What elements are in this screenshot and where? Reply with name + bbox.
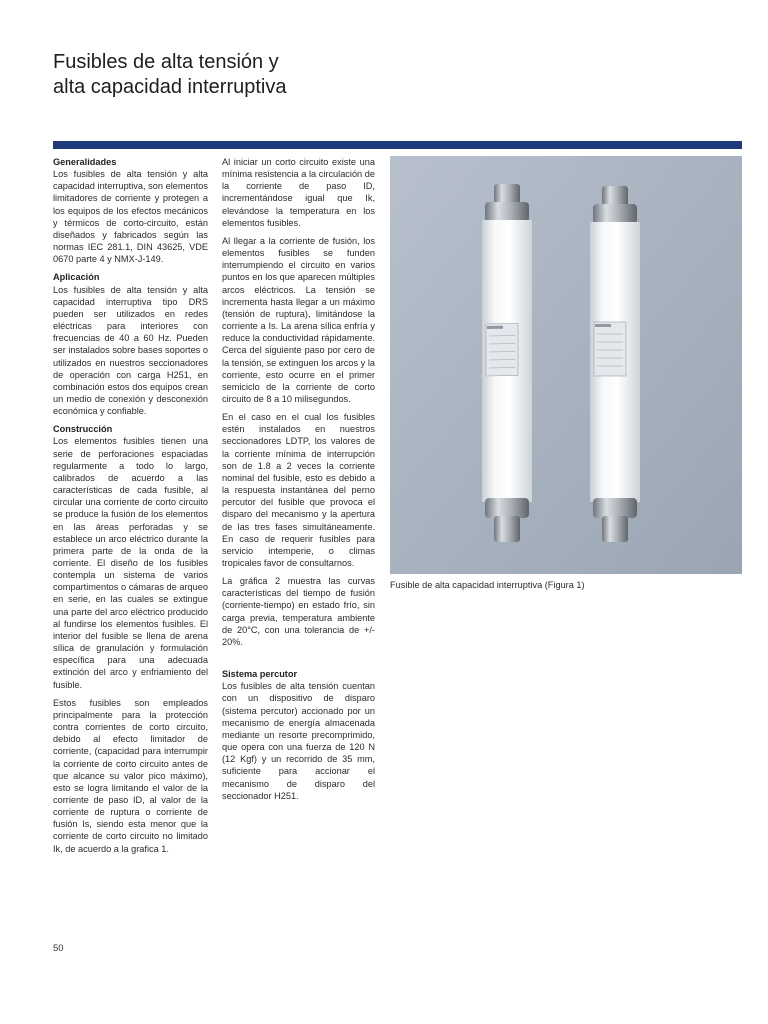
paragraph-generalidades: Los fusibles de alta tensión y alta capacidad interruptiva, son elementos limitadores de corriente y protegen a los equipos de los efectos mecánicos y térmicos de corto-circuito, están diseñados y fabricados según las normas IEC 281.1, DIN 43625, VDE 0670 parte 4 y NMX-J-149. — [53, 169, 208, 265]
fuse-left — [482, 184, 532, 542]
paragraph-seccionadores-ldtp: En el caso en el cual los fusibles estén instalados en nuestros seccionadores LDTP, los valores de la corriente mínima de interrupción son de 1.8 a 2 veces la corriente nominal del fusible, esto es debido a la respuesta instantánea del perno percutor del fusible que provoca el disparo del mecanismo y la apertura de las tres fases simultáneamente. En caso de requerir fusibles para servicio intemperie, o climas tropicales favor de consultarnos. — [222, 412, 375, 568]
figure-caption: Fusible de alta capacidad interruptiva (Figura 1) — [390, 580, 585, 590]
section-sistema-percutor — [222, 668, 375, 802]
page-title-line-2: alta capacidad interruptiva — [53, 76, 287, 98]
paragraph-inicio-corto-circuito: Al iniciar un corto circuito existe una mínima resistencia a la circulación de la corriente de paso ID, incrementándose igual que Ik, elevándose la temperatura en los elementos fusibles. — [222, 157, 375, 228]
fuse-right — [590, 186, 640, 542]
heading-generalidades: Generalidades — [53, 157, 117, 167]
heading-aplicacion: Aplicación — [53, 272, 100, 283]
paragraph-corriente-fusion: Al llegar a la corriente de fusión, los elementos fusibles se funden interrumpiendo el circuito en varios puntos en los que aparecen múltiples arcos eléctricos. La tensión se incrementa hasta llegar a un máximo (tensión de ruptura), limitándose la corriente a Is. La arena sílica enfría y reduce la conductividad rápidamente. Cerca del siguiente paso por cero de la tensión, se extinguen los arcos y la corriente, esto ocurre en el primer semiciclo de la corriente de corto circuito de 8 a 10 milisegundos. — [222, 235, 375, 404]
page-number: 50 — [53, 943, 64, 954]
page-title-line-1: Fusibles de alta tensión y — [53, 51, 279, 73]
paragraph-estos-fusibles: Estos fusibles son empleados principalmente para la protección contra corrientes de corto circuito, debido al efecto limitador de corriente, (capacidad para interrumpir la corriente de corto circuito antes de que alcance su valor pico máximo), esto se logra limitando el valor de la corriente de paso ID, al valor de la corriente de ruptura o corriente de fusión Is, siendo esta menor que la corriente de corto circuito no limitado Ik, de acuerdo a la grafica 1. — [53, 697, 208, 854]
page-title — [53, 50, 573, 100]
fuse-photo — [390, 156, 742, 574]
text-column-left — [53, 156, 208, 861]
fuse-illustration — [390, 156, 742, 574]
section-construccion — [53, 423, 208, 690]
heading-construccion: Construcción — [53, 424, 113, 435]
paragraph-aplicacion: Los fusibles de alta tensión y alta capacidad interruptiva tipo DRS pueden ser utilizados en redes eléctricas para interiores con frecuencias de 40 a 60 Hz. Pueden ser instalados sobre bases soportes o utilizados en nuestros seccionadores de operación con carga H251, en combinación estos dos equipos crean un medio de conexión y desconexión económica y confiable. — [53, 284, 208, 417]
paragraph-sistema-percutor: Los fusibles de alta tensión cuentan con un dispositivo de disparo (sistema percutor) accionado por un mecanismo de energía almacenada mediante un resorte precomprimido, que opera con una fuerza de 120 N (12 Kgf) y un recorrido de 35 mm, suficiente para accionar el mecanismo de disparo del seccionador H251. — [222, 681, 375, 801]
heading-sistema-percutor: Sistema percutor — [222, 669, 298, 680]
text-column-middle — [222, 156, 375, 808]
section-divider-bar — [53, 141, 742, 149]
paragraph-construccion: Los elementos fusibles tienen una serie de perforaciones espaciadas regularmente a todo lo largo, calibrados de acuerdo a las características de cada fusible, al circular una corriente de corto circuito se produce la fusión de los elementos en las áreas perforadas y se establece un arco eléctrico durante la primera parte de la onda de la corriente. El diseño de los fusibles contempla un sistema de varios compartimentos o cámaras de arqueo en serie, en las cuales se extingue una parte del arco eléctrico producido al fundirse los elementos fusibles. El interior del fusible se llena de arena sílica de granulación y formulación específica para una adecuada extinción del arco y enfriamiento del fusible. — [53, 436, 208, 690]
paragraph-grafica-2: La gráfica 2 muestra las curvas características del tiempo de fusión (corriente-tiempo) en estado frío, sin carga previa, temperatura ambiente de 20°C, con una tolerancia de +/- 20%. — [222, 576, 375, 647]
section-aplicacion — [53, 271, 208, 417]
section-generalidades — [53, 156, 208, 265]
